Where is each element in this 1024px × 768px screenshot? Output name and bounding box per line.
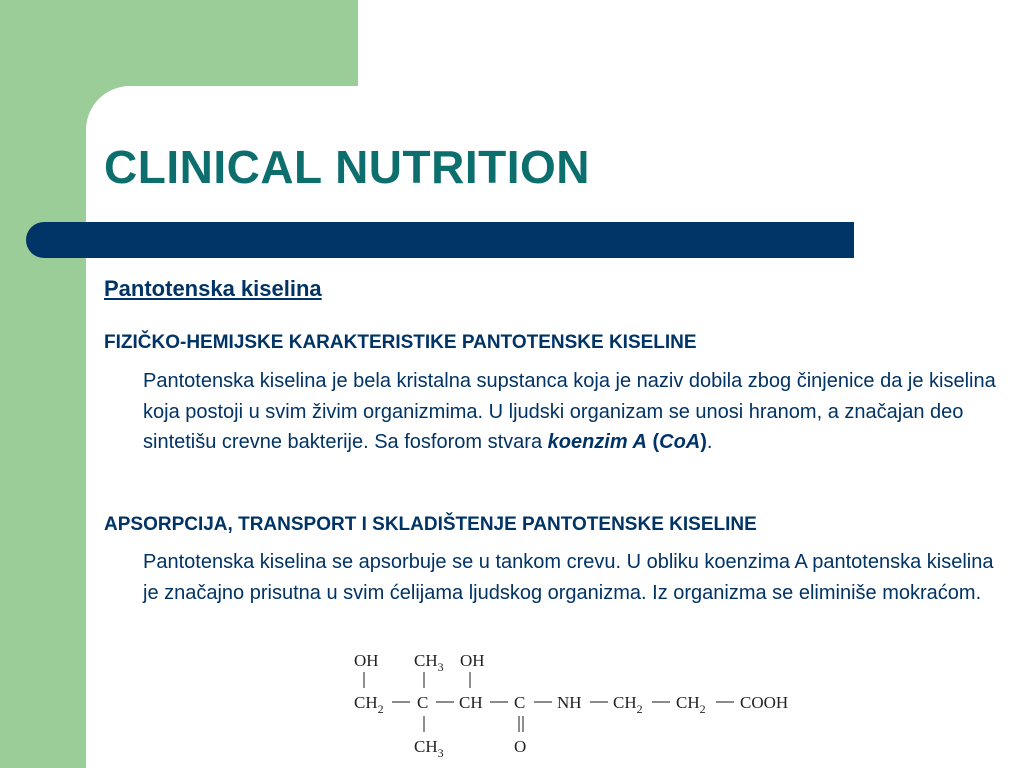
paragraph-absorption: Pantotenska kiselina se apsorbuje se u tankom crevu. U obliku koenzima A pantotenska kiselina je značajno prisutna u svim ćelijama ljudskog organizma. Iz organizma se eliminiše mokraćom. [143,551,994,604]
slide-title: CLINICAL NUTRITION [104,141,591,193]
formula-ch2-b: $CH_2$ [613,693,643,716]
term-paren-open: ( [646,431,660,453]
term-coenzyme-a: koenzim A [547,431,647,453]
term-paren-close: ) [700,431,707,453]
heading-absorption: APSORPCIJA, TRANSPORT I SKLADIŠTENJE PANTOTENSKE KISELINE [104,514,757,535]
formula-ch: CH [459,693,483,712]
formula-bottom-o: O [514,737,527,756]
formula-top-oh-1: OH [354,651,379,670]
paragraph-end: . [706,431,713,453]
heading-physicochemical: FIZIČKO-HEMIJSKE KARAKTERISTIKE PANTOTENSKE KISELINE [104,332,697,353]
formula-c-2: C [514,693,526,712]
section-title: Pantotenska kiselina [104,276,322,301]
paragraph-physicochemical [143,366,1013,458]
formula-top-ch3: $CH_3$ [414,651,444,674]
title-underline-bar [26,222,854,258]
formula-nh: NH [557,693,582,712]
pantothenic-acid-structural-formula [352,650,812,764]
formula-top-oh-2: OH [460,651,485,670]
formula-ch2-a: $CH_2$ [354,693,384,716]
formula-ch2-c: $CH_2$ [676,693,706,716]
formula-cooh: COOH [740,693,789,712]
formula-bottom-ch3: $CH_3$ [414,737,444,760]
term-coa: CoA [659,431,701,453]
formula-c-1: C [417,693,429,712]
paragraph-text: Pantotenska kiselina je bela kristalna supstanca koja je naziv dobila zbog činjenice da je kiselina koja postoji u svim živim organizmima. U ljudski organizam se unosi hranom, a značajan deo sintetišu crevne bakterije. Sa fosforom stvara [143,370,996,453]
